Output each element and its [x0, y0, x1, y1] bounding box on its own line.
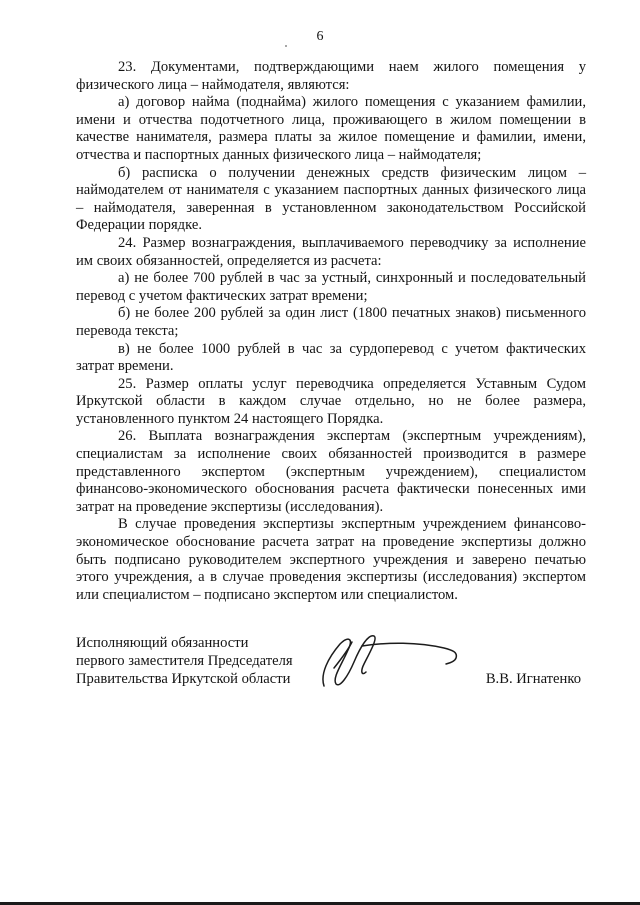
paragraph-26: 26. Выплата вознаграждения экспертам (экспертным учреждениям), специалистам за исполнение своих обязанностей производится в размере представленного экспертом (экспертным учреждением), специалистом финансово-экономического обоснования расчета фактически понесенных ими затрат на проведение экспертизы (исследования).	[76, 428, 586, 515]
paragraph-23-b: б) расписка о получении денежных средств физическим лицом – наймодателем от нанимателя с указанием паспортных данных физического лица – наймодателя, заверенная в установленном законодательством Российской Федерации порядке.	[76, 164, 586, 234]
page-number: 6	[316, 29, 324, 44]
document-body	[76, 59, 586, 604]
paragraph-25: 25. Размер оплаты услуг переводчика определяется Уставным Судом Иркутской области в каждом случае отдельно, но не более размера, установленного пунктом 24 настоящего Порядка.	[76, 375, 586, 427]
signatory-title	[76, 634, 293, 688]
signatory-title-line: Исполняющий обязанности	[76, 635, 249, 651]
paragraph-24-v: в) не более 1000 рублей в час за сурдоперевод с учетом фактических затрат времени.	[76, 340, 586, 375]
paragraph-24-b: б) не более 200 рублей за один лист (1800 печатных знаков) письменного перевода текста;	[76, 305, 586, 339]
paragraph-24-a: а) не более 700 рублей в час за устный, синхронный и последовательный перевод с учетом фактических затрат времени;	[76, 270, 586, 304]
signatory-title-line: Правительства Иркутской области	[76, 671, 291, 687]
handwritten-signature	[318, 628, 468, 690]
paragraph-23: 23. Документами, подтверждающими наем жилого помещения у физического лица – наймодателя, являются:	[76, 59, 586, 93]
paragraph-23-a: а) договор найма (поднайма) жилого помещения с указанием фамилии, имени и отчества подотчетного лица, проживающего в жилом помещении в качестве нанимателя, размера платы за жилое помещение и фамилии, имени, отчества и паспортных данных физического лица – наймодателя;	[76, 94, 586, 163]
paragraph-26-note: В случае проведения экспертизы экспертным учреждением финансово-экономическое обоснование расчета затрат на проведение экспертизы должно быть подписано руководителем экспертного учреждения и заверено печатью этого учреждения, а в случае проведения экспертизы (исследования) экспертом или специалистом – подписано экспертом или специалистом.	[76, 516, 586, 603]
scan-speck	[285, 45, 287, 47]
signatory-name: В.В. Игнатенко	[485, 671, 581, 687]
paragraph-24: 24. Размер вознаграждения, выплачиваемого переводчику за исполнение им своих обязанностей, определяется из расчета:	[76, 234, 586, 269]
signatory-title-line: первого заместителя Председателя	[76, 653, 293, 669]
